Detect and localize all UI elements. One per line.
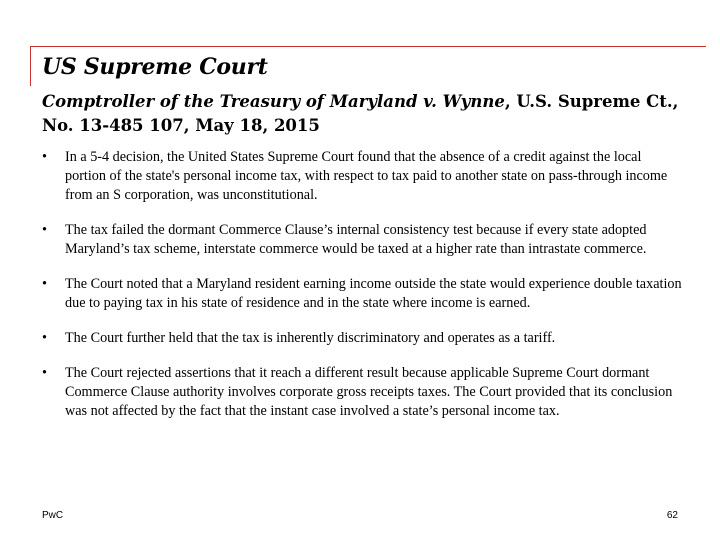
bullet-marker: • (42, 365, 47, 381)
bullet-item (42, 148, 682, 205)
case-citation: , U.S. Supreme Ct., No. 13-485 107, May 18, 2015 (42, 92, 679, 135)
bullet-item (42, 364, 682, 421)
page-number: 62 (666, 510, 678, 521)
slide-title: US Supreme Court (42, 54, 268, 80)
accent-rule-horizontal (30, 46, 706, 47)
footer-brand: PwC (42, 510, 64, 521)
bullet-text: The Court noted that a Maryland resident earning income outside the state would experience double taxation due to paying tax in his state of residence and in the state where income is earned. (65, 276, 682, 311)
bullet-marker: • (42, 276, 47, 292)
bullet-marker: • (42, 330, 47, 346)
case-name: Comptroller of the Treasury of Maryland v. Wynne (42, 92, 505, 111)
case-heading (42, 90, 682, 138)
bullet-text: The tax failed the dormant Commerce Clause’s internal consistency test because if every state adopted Maryland’s tax scheme, interstate commerce would be taxed at a higher rate than intrastate commerce. (65, 222, 647, 257)
bullet-marker: • (42, 222, 47, 238)
bullet-item (42, 329, 682, 348)
accent-rule-vertical (30, 46, 31, 86)
bullet-text: The Court rejected assertions that it reach a different result because applicable Supreme Court dormant Commerce Clause authority involves corporate gross receipts taxes. The Court provided that its conclusion was not affected by the fact that the instant case involved a state’s personal income tax. (65, 365, 673, 419)
bullet-text: The Court further held that the tax is inherently discriminatory and operates as a tariff. (65, 330, 556, 346)
bullet-list (42, 148, 682, 437)
bullet-item (42, 221, 682, 259)
bullet-marker: • (42, 149, 47, 165)
bullet-text: In a 5-4 decision, the United States Supreme Court found that the absence of a credit against the local portion of the state's personal income tax, with respect to tax paid to another state on pass-through income from an S corporation, was unconstitutional. (65, 149, 668, 203)
bullet-item (42, 275, 682, 313)
